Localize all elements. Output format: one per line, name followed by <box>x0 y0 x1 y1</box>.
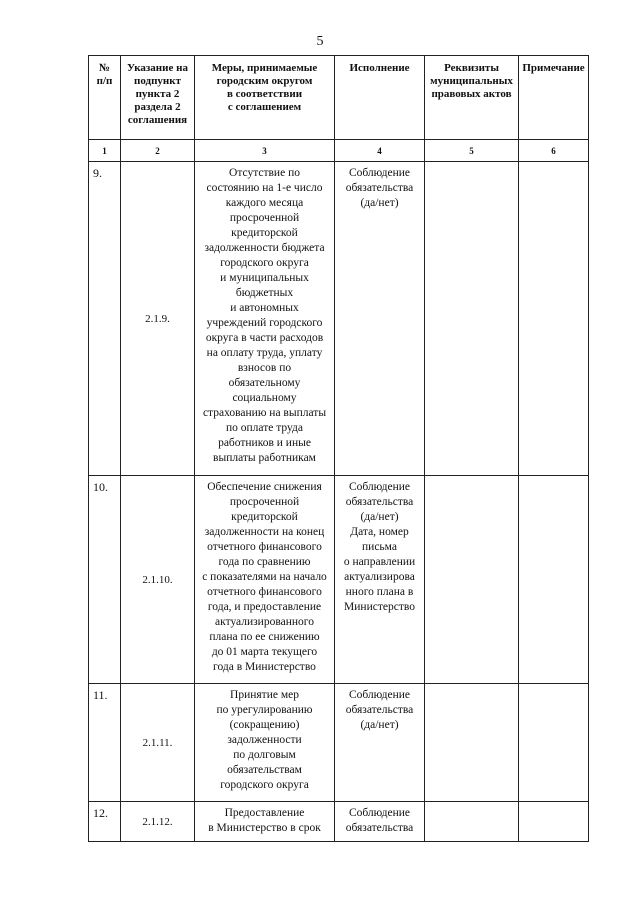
column-number: 5 <box>425 140 519 162</box>
legal-acts-cell <box>425 802 519 842</box>
note-cell <box>519 162 589 476</box>
header-legal-acts <box>425 56 519 140</box>
clause-code: 2.1.9. <box>121 162 195 476</box>
text-line: кредиторской <box>231 511 298 523</box>
text-line: отчетного финансового <box>207 541 322 553</box>
text-line: Соблюдение <box>348 481 411 493</box>
text-line: Исполнение <box>349 62 410 74</box>
column-number: 6 <box>519 140 589 162</box>
text-line: муниципальных <box>430 75 513 87</box>
text-line: до 01 марта текущего <box>211 646 318 658</box>
text-line: подпункт <box>133 75 181 87</box>
text-line: страхованию на выплаты <box>202 407 327 419</box>
text-line: Соблюдение <box>348 167 411 179</box>
legal-acts-cell <box>425 476 519 684</box>
table-row <box>89 684 589 802</box>
text-line: по оплате труда <box>226 422 303 434</box>
row-number: 11. <box>89 684 121 802</box>
text-line: обязательства <box>345 182 414 194</box>
text-line: года по сравнению <box>218 556 311 568</box>
text-line: по урегулированию <box>216 704 313 716</box>
column-number: 3 <box>195 140 335 162</box>
text-line: соглашения <box>127 114 188 126</box>
text-line: с показателями на начало <box>202 571 327 583</box>
text-line: Дата, номер <box>350 526 409 538</box>
text-line: обязательства <box>345 704 414 716</box>
text-line: (да/нет) <box>360 511 399 523</box>
execution-text <box>335 684 425 802</box>
text-line: Реквизиты <box>444 62 499 74</box>
text-line: (да/нет) <box>360 719 399 731</box>
text-line: Указание на <box>127 62 188 74</box>
text-line: Отсутствие по <box>229 167 300 179</box>
header-clause <box>121 56 195 140</box>
column-number: 4 <box>335 140 425 162</box>
text-line: на оплату труда, уплату <box>206 347 323 359</box>
text-line: работников и иные <box>218 437 311 449</box>
text-line: задолженности <box>227 734 302 746</box>
text-line: актуализированного <box>215 616 314 628</box>
header-note <box>519 56 589 140</box>
text-line: года, и предоставление <box>207 601 322 613</box>
text-line: актуализирова <box>344 571 415 583</box>
text-line: социальному <box>232 392 297 404</box>
text-line: Меры, принимаемые <box>211 62 318 74</box>
header-number <box>89 56 121 140</box>
text-line: состоянию на 1-е число <box>206 182 323 194</box>
text-line: № <box>98 62 111 74</box>
text-line: письма <box>362 541 397 553</box>
obligations-table <box>88 55 589 842</box>
text-line: задолженности на конец <box>204 526 325 538</box>
text-line: Обеспечение снижения <box>207 481 322 493</box>
legal-acts-cell <box>425 684 519 802</box>
text-line: раздела 2 <box>134 101 181 113</box>
text-line: Соблюдение <box>348 689 411 701</box>
text-line: обязательному <box>228 377 301 389</box>
table-row <box>89 162 589 476</box>
legal-acts-cell <box>425 162 519 476</box>
text-line: обязательствам <box>227 764 302 776</box>
note-cell <box>519 476 589 684</box>
text-line: взносов по <box>237 362 292 374</box>
column-number: 1 <box>89 140 121 162</box>
text-line: в соответствии <box>226 88 303 100</box>
text-line: (сокращению) <box>229 719 300 731</box>
text-line: бюджетных <box>235 287 294 299</box>
text-line: правовых актов <box>431 88 512 100</box>
column-number-row <box>89 140 589 162</box>
text-line: округа в части расходов <box>205 332 324 344</box>
text-line: по долговым <box>233 749 296 761</box>
text-line: выплаты работникам <box>213 452 316 464</box>
header-measures <box>195 56 335 140</box>
text-line: и муниципальных <box>220 272 309 284</box>
text-line: Предоставление <box>224 807 305 819</box>
header-row <box>89 56 589 140</box>
clause-code: 2.1.10. <box>121 476 195 684</box>
table-row <box>89 476 589 684</box>
text-line: каждого месяца <box>225 197 304 209</box>
text-line: Примечание <box>522 62 585 74</box>
text-line: Принятие мер <box>230 689 299 701</box>
measure-text <box>195 802 335 842</box>
text-line: просроченной <box>229 212 300 224</box>
row-number: 9. <box>89 162 121 476</box>
text-line: Соблюдение <box>348 807 411 819</box>
measure-text <box>195 684 335 802</box>
text-line: нного плана в <box>345 586 414 598</box>
row-number: 10. <box>89 476 121 684</box>
measure-text <box>195 162 335 476</box>
text-line: плана по ее снижению <box>209 631 320 643</box>
text-line: пункта 2 <box>135 88 180 100</box>
text-line: задолженности бюджета <box>204 242 325 254</box>
column-number: 2 <box>121 140 195 162</box>
text-line: отчетного финансового <box>207 586 322 598</box>
text-line: обязательства <box>345 496 414 508</box>
header-execution <box>335 56 425 140</box>
text-line: в Министерство в срок <box>208 822 321 834</box>
text-line: года в Министерство <box>213 661 316 673</box>
text-line: городского округа <box>220 779 309 791</box>
execution-text <box>335 476 425 684</box>
note-cell <box>519 802 589 842</box>
table-row <box>89 802 589 842</box>
clause-code: 2.1.11. <box>121 684 195 802</box>
text-line: о направлении <box>343 556 416 568</box>
text-line: учреждений городского <box>206 317 323 329</box>
text-line: кредиторской <box>231 227 298 239</box>
text-line: и автономных <box>230 302 299 314</box>
execution-text <box>335 802 425 842</box>
row-number: 12. <box>89 802 121 842</box>
text-line: городским округом <box>216 75 313 87</box>
text-line: городского округа <box>220 257 309 269</box>
execution-text <box>335 162 425 476</box>
note-cell <box>519 684 589 802</box>
clause-code: 2.1.12. <box>121 802 195 842</box>
text-line: п/п <box>96 75 113 87</box>
text-line: просроченной <box>229 496 300 508</box>
text-line: с соглашением <box>227 101 302 113</box>
page-number: 5 <box>316 34 324 49</box>
measure-text <box>195 476 335 684</box>
text-line: обязательства <box>345 822 414 834</box>
text-line: (да/нет) <box>360 197 399 209</box>
text-line: Министерство <box>344 601 415 613</box>
